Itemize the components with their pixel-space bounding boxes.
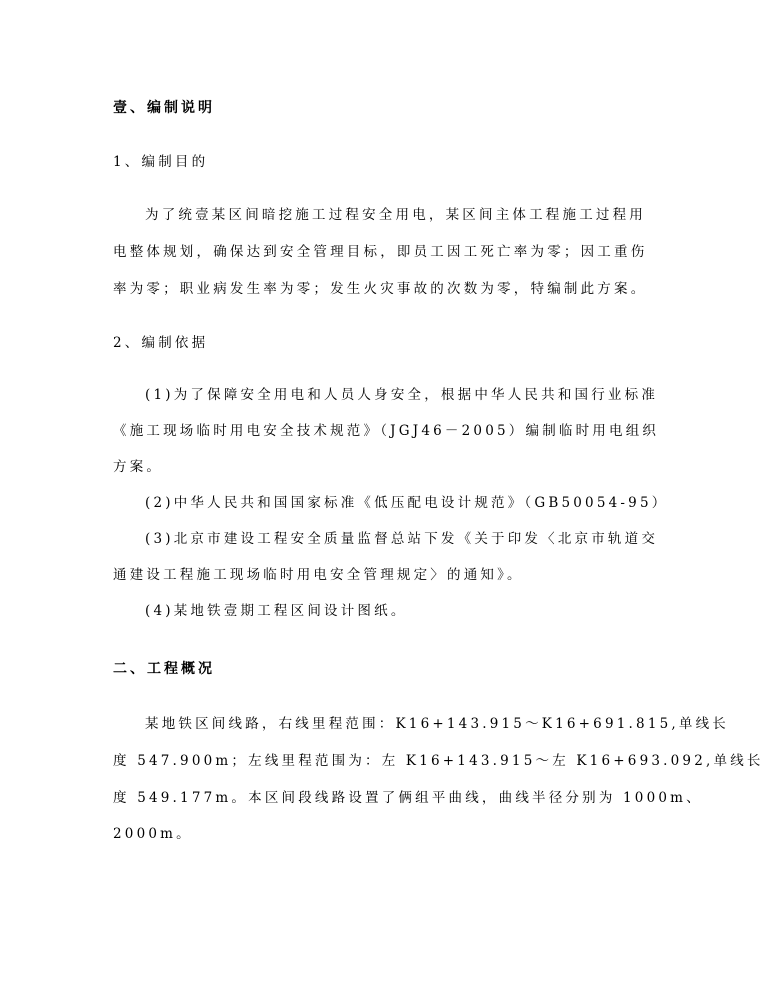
paragraph-line: (4)某地铁壹期工程区间设计图纸。 (145, 603, 408, 619)
paragraph-line: 某地铁区间线路，右线里程范围：K16+143.915～K16+691.815,单线长 (145, 716, 729, 732)
paragraph-line: (3)北京市建设工程安全质量监督总站下发《关于印发〈北京市轨道交 (145, 531, 659, 547)
paragraph-line: (1)为了保障安全用电和人员人身安全，根据中华人民共和国行业标准 (145, 387, 659, 403)
section-heading-preparation: 壹、编制说明 (113, 100, 215, 116)
paragraph-line: (2)中华人民共和国国家标准《低压配电设计规范》（GB50054-95） (145, 495, 669, 511)
paragraph-line: 度 547.900m；左线里程范围为：左 K16+143.915～左 K16+693.092,单线长 (113, 753, 764, 769)
subsection-title-purpose: 1、编制目的 (113, 154, 209, 170)
paragraph-line: 电整体规划，确保达到安全管理目标，即员工因工死亡率为零；因工重伤 (113, 244, 648, 260)
subsection-title-basis: 2、编制依据 (113, 335, 209, 351)
paragraph-line: 率为零；职业病发生率为零；发生火灾事故的次数为零，特编制此方案。 (113, 281, 648, 297)
paragraph-line: 为了统壹某区间暗挖施工过程安全用电，某区间主体工程施工过程用 (145, 207, 646, 223)
paragraph-line: 通建设工程施工现场临时用电安全管理规定〉的通知》。 (113, 567, 524, 583)
paragraph-line: 2000m。 (113, 826, 193, 842)
paragraph-line: 度 549.177m。本区间段线路设置了俩组平曲线，曲线半径分别为 1000m、 (113, 790, 703, 806)
paragraph-line: 方案。 (113, 459, 164, 475)
paragraph-line: 《施工现场临时用电安全技术规范》（JGJ46－2005）编制临时用电组织 (113, 423, 660, 439)
section-heading-overview: 二、工程概况 (113, 661, 215, 677)
